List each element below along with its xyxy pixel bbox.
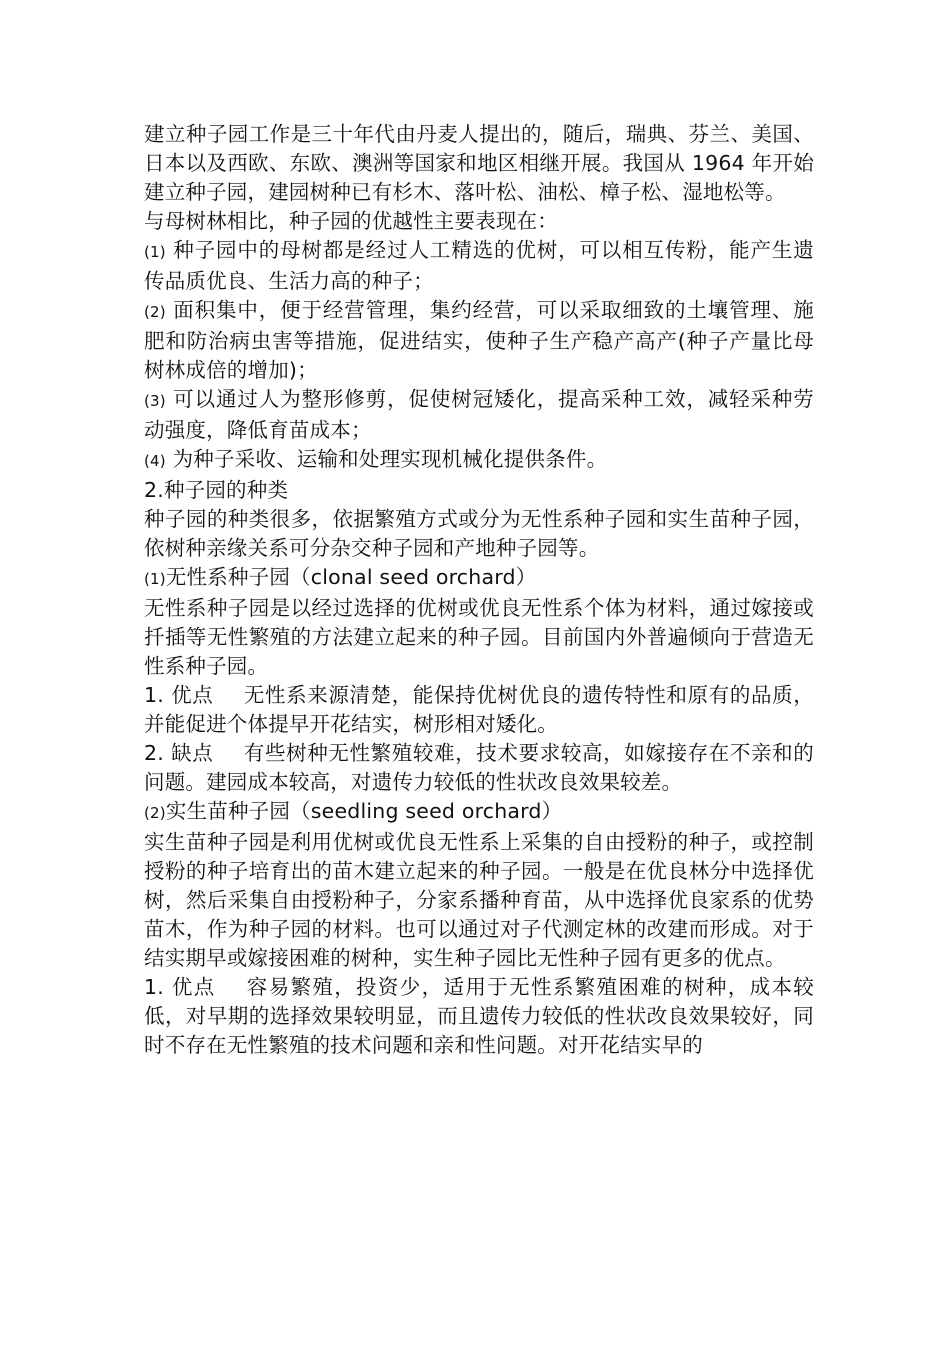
seedling-advantages: [144, 973, 814, 1060]
advantage-item-4: [144, 445, 814, 476]
pro-text: 容易繁殖，投资少，适用于无性系繁殖困难的树种，成本较低，对早期的选择效果较明显，而且遗传力较低的性状改良效果较好，同时不存在无性繁殖的技术问题和亲和性问题。对开花结实早的: [144, 975, 815, 1057]
item-number: (3): [144, 392, 166, 410]
section-2-intro: 种子园的种类很多，依据繁殖方式或分为无性系种子园和实生苗种子园，依树种亲缘关系可分杂交种子园和产地种子园等。: [144, 507, 814, 560]
item-number: (1): [144, 243, 166, 261]
item-number: (1): [144, 570, 166, 588]
intro-paragraph: 建立种子园工作是三十年代由丹麦人提出的，随后，瑞典、芬兰、美国、日本以及西欧、东欧、澳洲等国家和地区相继开展。我国从 1964 年开始建立种子园，建园树种已有杉木、落叶松、油松、樟子松、湿地松等。: [144, 122, 814, 204]
pro-text: 无性系来源清楚，能保持优树优良的遗传特性和原有的品质，并能促进个体提早开花结实，树形相对矮化。: [144, 683, 815, 736]
subsection-title-text: 无性系种子园（clonal seed orchard）: [165, 565, 537, 589]
document-body: [144, 120, 814, 1060]
con-text: 有些树种无性繁殖较难，技术要求较高，如嫁接存在不亲和的问题。建园成本较高，对遗传力较低的性状改良效果较差。: [144, 741, 815, 794]
subsection-title-text: 实生苗种子园（seedling seed orchard）: [165, 799, 563, 823]
item-number: (2): [144, 303, 166, 321]
item-text: 为种子采收、运输和处理实现机械化提供条件。: [165, 447, 608, 471]
item-number: (4): [144, 452, 166, 470]
seedling-orchard-title: [144, 797, 814, 828]
item-text: 可以通过人为整形修剪，促使树冠矮化，提高采种工效，减轻采种劳动强度，降低育苗成本；: [144, 387, 814, 442]
section-2-title: 2.种子园的种类: [144, 478, 289, 502]
clonal-advantages: [144, 681, 814, 739]
item-text: 种子园中的母树都是经过人工精选的优树，可以相互传粉，能产生遗传品质优良、生活力高的种子；: [144, 238, 814, 293]
advantage-item-2: [144, 296, 814, 385]
pro-label: 1. 优点: [144, 683, 214, 707]
pro-label: 1. 优点: [144, 975, 216, 999]
clonal-orchard-description: 无性系种子园是以经过选择的优树或优良无性系个体为材料，通过嫁接或扦插等无性繁殖的方法建立起来的种子园。目前国内外普遍倾向于营造无性系种子园。: [144, 596, 814, 678]
item-text: 面积集中，便于经营管理，集约经营，可以采取细致的土壤管理、施肥和防治病虫害等措施，促进结实，使种子生产稳产高产(种子产量比母树林成倍的增加)；: [144, 298, 814, 382]
con-label: 2. 缺点: [144, 741, 214, 765]
clonal-disadvantages: [144, 739, 814, 797]
advantages-heading: 与母树林相比，种子园的优越性主要表现在：: [144, 209, 558, 233]
advantage-item-3: [144, 385, 814, 445]
seedling-orchard-description: 实生苗种子园是利用优树或优良无性系上采集的自由授粉的种子，或控制授粉的种子培育出的苗木建立起来的种子园。一般是在优良林分中选择优树，然后采集自由授粉种子，分家系播种育苗，从中选择优良家系的优势苗木，作为种子园的材料。也可以通过对子代测定林的改建而形成。对于结实期早或嫁接困难的树种，实生种子园比无性种子园有更多的优点。: [144, 830, 814, 970]
item-number: (2): [144, 804, 166, 822]
advantage-item-1: [144, 236, 814, 296]
clonal-orchard-title: [144, 563, 814, 594]
